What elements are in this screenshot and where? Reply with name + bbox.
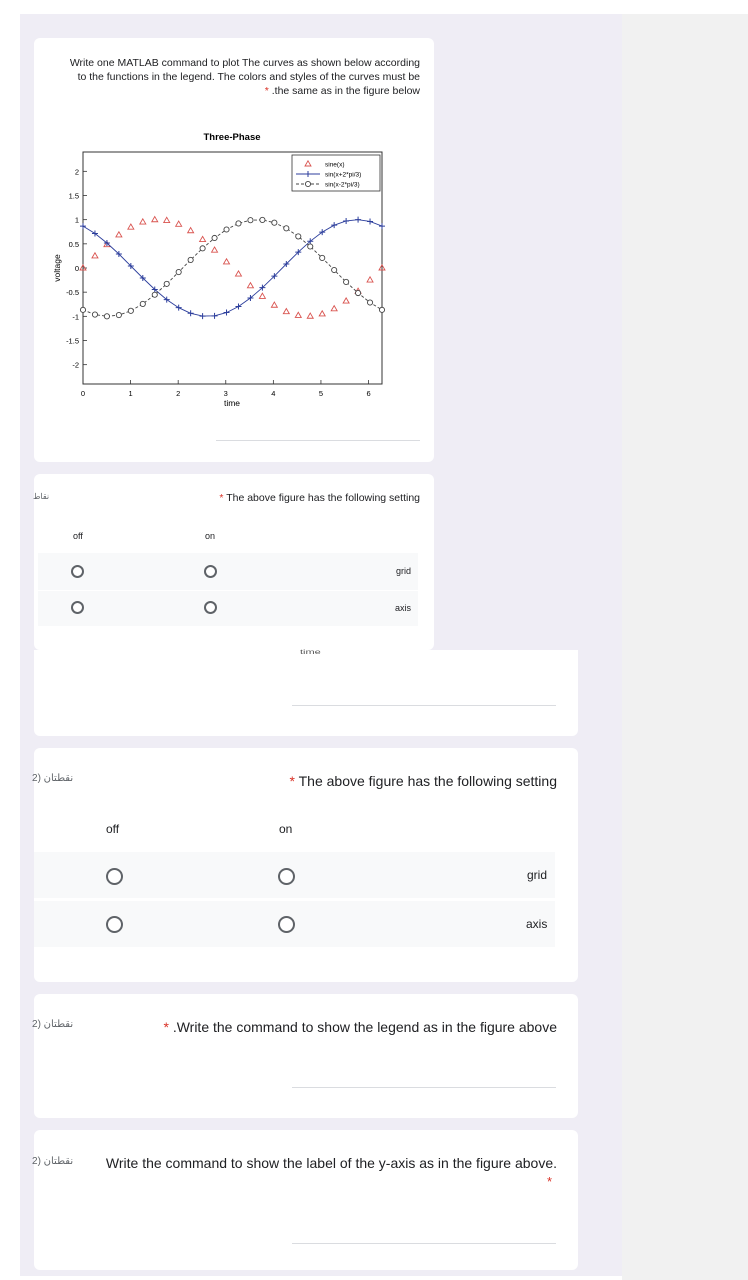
circle-marker (272, 220, 277, 225)
question-text: * .Write the command to show the legend as in the figure above (163, 1019, 557, 1035)
circle-marker (92, 312, 97, 317)
question-card-settings-small (34, 474, 434, 650)
circle-marker (260, 217, 265, 222)
grid-on-radio[interactable] (278, 868, 295, 885)
x-tick-label: 2 (176, 389, 181, 398)
answer-input-line[interactable] (216, 440, 420, 441)
question-card-legend (34, 994, 578, 1118)
grid-off-radio[interactable] (106, 868, 123, 885)
required-mark: * (264, 85, 269, 98)
y-tick-label: 1.5 (68, 191, 79, 201)
circle-marker (236, 221, 241, 226)
legend-label: sin(x+2*pi/3) (325, 171, 362, 179)
circle-marker (355, 290, 360, 295)
y-tick-label: -1 (72, 312, 79, 322)
circle-marker (296, 234, 301, 239)
circle-marker (332, 267, 337, 272)
side-background (622, 14, 748, 1280)
circle-marker (212, 235, 217, 240)
circle-marker (104, 314, 109, 319)
circle-marker (308, 244, 313, 249)
axis-off-radio[interactable] (106, 916, 123, 933)
x-axis-label: time (223, 398, 241, 408)
points-label: نقطتان (2 (32, 1019, 74, 1030)
circle-marker (128, 308, 133, 313)
axis-on-radio[interactable] (204, 601, 217, 614)
y-tick-label: 2 (74, 167, 79, 177)
axis-on-radio[interactable] (278, 916, 295, 933)
legend-label: sin(x-2*pi/3) (325, 181, 360, 189)
x-tick-label: 6 (366, 389, 371, 398)
circle-marker (152, 292, 157, 297)
circle-marker (344, 279, 349, 284)
cut-axis-text: time (300, 648, 321, 656)
x-tick-label: 3 (223, 389, 228, 398)
grid-on-radio[interactable] (204, 565, 217, 578)
question-line-2: to the functions in the legend. The colors and styles of the curves must be (77, 71, 420, 84)
required-mark: * (289, 773, 295, 789)
axis-row (38, 591, 418, 626)
question-text: * The above figure has the following setting (219, 492, 420, 504)
matlab-plot (34, 124, 434, 424)
y-tick-label: 0.5 (68, 239, 79, 249)
points-label: نقاط (33, 492, 50, 501)
chart-title: Three-Phase (203, 132, 261, 143)
legend-circle-marker (305, 181, 310, 186)
question-card-settings (34, 748, 578, 982)
required-mark: * (547, 1174, 553, 1189)
circle-marker (379, 307, 384, 312)
points-label: نقطتان (2 (32, 773, 74, 784)
circle-marker (200, 246, 205, 251)
circle-marker (176, 269, 181, 274)
x-tick-label: 0 (80, 389, 86, 398)
y-tick-label: -1.5 (66, 336, 79, 346)
chart-legend (292, 155, 380, 191)
row-label-axis: axis (526, 917, 548, 931)
answer-input-line[interactable] (292, 1087, 556, 1088)
y-tick-label: -2 (72, 360, 79, 370)
circle-marker (224, 227, 229, 232)
circle-marker (367, 300, 372, 305)
column-header-on: on (279, 822, 293, 836)
y-tick-label: 1 (74, 215, 79, 225)
circle-marker (320, 255, 325, 260)
x-tick-label: 1 (128, 389, 133, 398)
question-card-plot (34, 38, 434, 462)
column-header-off: off (73, 531, 83, 541)
points-label: نقطتان (2 (32, 1156, 74, 1167)
row-label-grid: grid (527, 868, 548, 882)
row-label-grid: grid (396, 566, 412, 576)
required-mark: * (219, 492, 224, 504)
circle-marker (188, 257, 193, 262)
required-mark: * (163, 1019, 169, 1035)
x-tick-label: 4 (271, 389, 276, 398)
circle-marker (164, 281, 169, 286)
column-header-on: on (205, 531, 216, 541)
y-tick-label: -0.5 (66, 288, 79, 298)
grid-row (38, 553, 418, 590)
y-axis-label: voltage (52, 254, 62, 282)
answer-input-line[interactable] (292, 705, 556, 706)
question-card-cut (34, 650, 578, 736)
question-line-1: Write one MATLAB command to plot The curves as shown below according (69, 57, 420, 69)
grid-off-radio[interactable] (71, 565, 84, 578)
question-text: * The above figure has the following setting (289, 773, 557, 789)
legend-label: sine(x) (325, 161, 345, 169)
row-label-axis: axis (395, 603, 412, 613)
x-tick-label: 5 (318, 389, 324, 398)
axis-off-radio[interactable] (71, 601, 84, 614)
circle-marker (80, 307, 85, 312)
y-tick-label: 0 (74, 264, 79, 273)
column-header-off: off (106, 822, 120, 836)
circle-marker (248, 218, 253, 223)
answer-input-line[interactable] (292, 1243, 556, 1244)
circle-marker (116, 312, 121, 317)
question-line-3: * .the same as in the figure below (264, 85, 420, 98)
circle-marker (284, 226, 289, 231)
question-card-ylabel (34, 1130, 578, 1270)
question-text (40, 56, 420, 99)
circle-marker (140, 301, 145, 306)
question-text: Write the command to show the label of the y-axis as in the figure above. (105, 1155, 557, 1171)
